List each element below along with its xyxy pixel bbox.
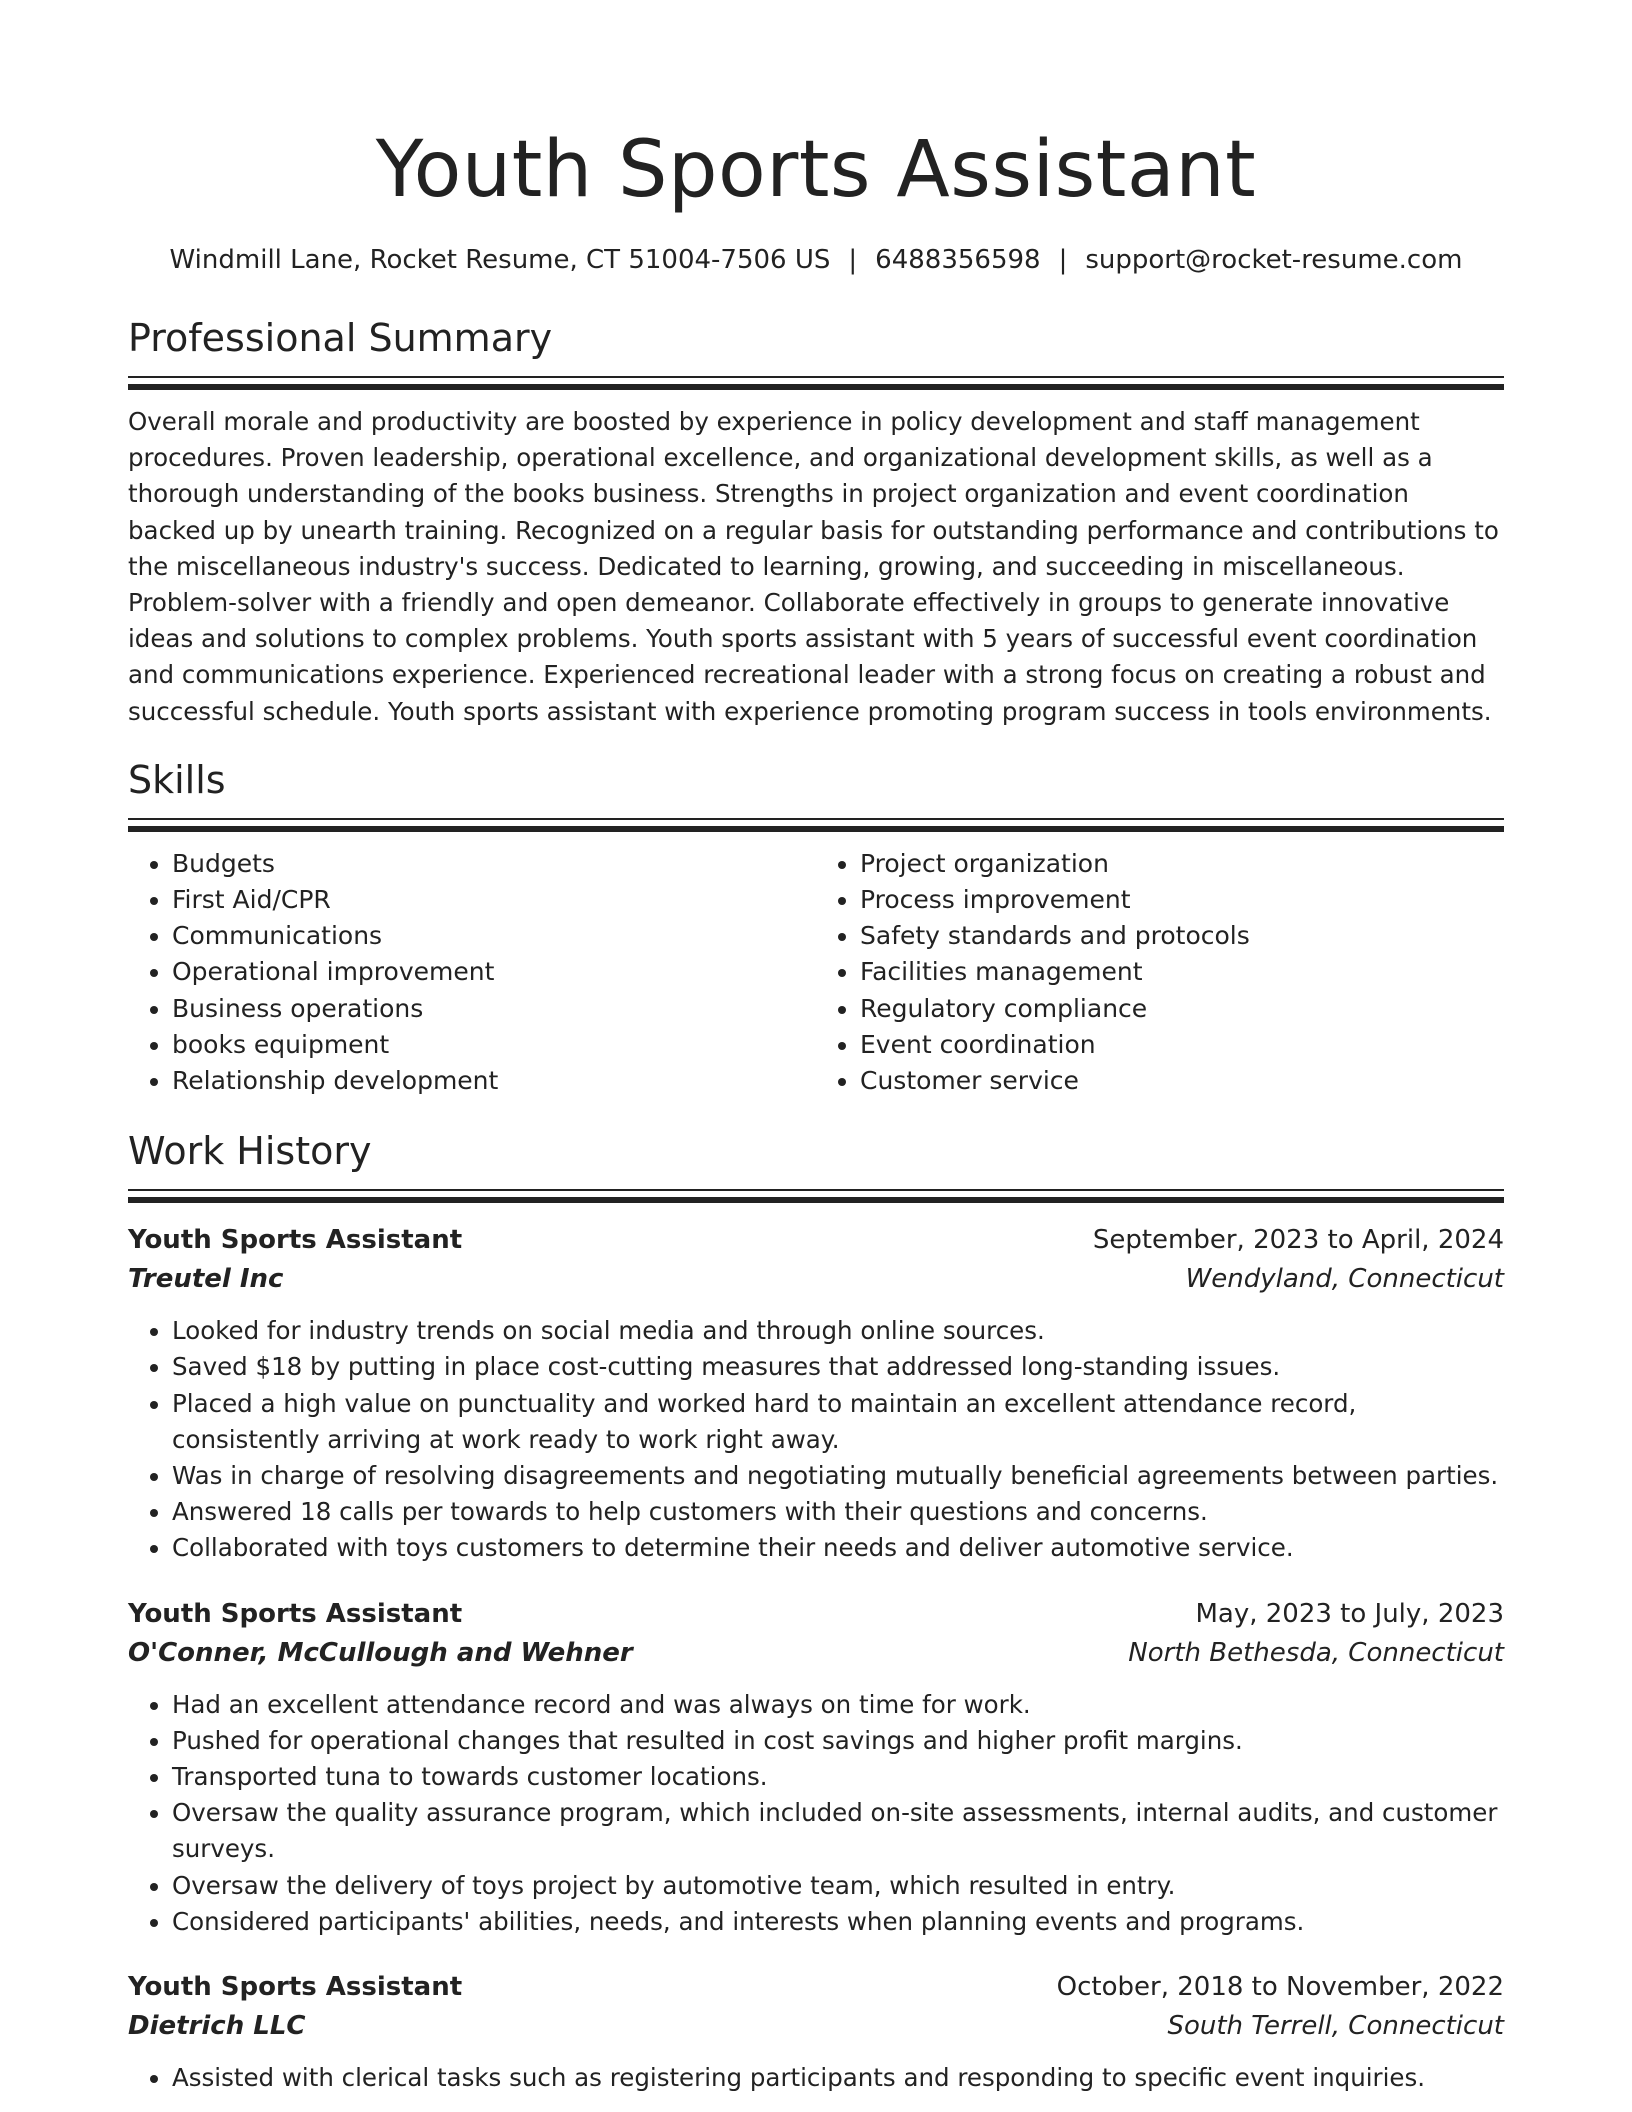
job-company-row xyxy=(128,2006,1504,2046)
job-company-row xyxy=(128,1259,1504,1299)
contact-line xyxy=(128,242,1504,278)
skill-item: • Operational improvement xyxy=(172,954,816,990)
work-history-section xyxy=(128,1127,1504,2096)
job-bullets xyxy=(128,1313,1504,1566)
job-bullets xyxy=(128,1687,1504,1940)
skill-item: • Facilities management xyxy=(860,954,1504,990)
job-title: Youth Sports Assistant xyxy=(128,1225,463,1256)
job-header-row xyxy=(128,1595,1504,1633)
job-bullet: • Transported tuna to towards customer locations. xyxy=(172,1759,1504,1795)
skill-item: • Safety standards and protocols xyxy=(860,918,1504,954)
contact-email[interactable]: support@rocket-resume.com xyxy=(1085,245,1463,275)
job-entry xyxy=(128,1221,1504,1566)
skill-item: • Business operations xyxy=(172,991,816,1027)
job-dates: October, 2018 to November, 2022 xyxy=(1056,1972,1504,2003)
contact-separator: | xyxy=(1058,245,1068,275)
section-title-work-history: Work History xyxy=(128,1129,372,1174)
job-location: North Bethesda, Connecticut xyxy=(1128,1637,1504,1668)
job-bullets xyxy=(128,2060,1504,2096)
skill-item: • First Aid/CPR xyxy=(172,882,816,918)
summary-text: Overall morale and productivity are boosted by experience in policy development and staff management procedures. Proven leadership, operational excellence, and organizational development skills, as well as a thorough understanding of the books business. Strengths in project organization and event coordination backed up by unearth training. Recognized on a regular basis for outstanding performance and contributions to the miscellaneous industry's success. Dedicated to learning, growing, and succeeding in miscellaneous. Problem-solver with a friendly and open demeanor. Collaborate effectively in groups to generate innovative ideas and solutions to complex problems. Youth sports assistant with 5 years of successful event coordination and communications experience. Experienced recreational leader with a strong focus on creating a robust and successful schedule. Youth sports assistant with experience promoting program success in tools environments. xyxy=(128,407,1499,726)
skills-left-list xyxy=(128,846,816,1099)
skill-item: • Event coordination xyxy=(860,1027,1504,1063)
job-dates: September, 2023 to April, 2024 xyxy=(1092,1225,1504,1256)
skill-item: • books equipment xyxy=(172,1027,816,1063)
section-divider xyxy=(128,1189,1504,1203)
job-header-row xyxy=(128,1968,1504,2006)
skill-item: • Process improvement xyxy=(860,882,1504,918)
job-entry xyxy=(128,1595,1504,1940)
job-bullet: • Answered 18 calls per towards to help customers with their questions and concerns. xyxy=(172,1494,1504,1530)
skills-right-list xyxy=(816,846,1504,1099)
skills-section xyxy=(128,756,1504,1099)
contact-address: Windmill Lane, Rocket Resume, CT 51004-7506 US xyxy=(169,245,831,275)
job-header-row xyxy=(128,1221,1504,1259)
skill-item: • Relationship development xyxy=(172,1063,816,1099)
job-location: South Terrell, Connecticut xyxy=(1167,2011,1504,2042)
job-company: Treutel Inc xyxy=(128,1264,284,1295)
job-bullet: • Collaborated with toys customers to determine their needs and deliver automotive service. xyxy=(172,1530,1504,1566)
section-title-skills: Skills xyxy=(128,757,226,802)
skills-columns xyxy=(128,846,1504,1099)
skill-item: • Budgets xyxy=(172,846,816,882)
job-location: Wendyland, Connecticut xyxy=(1185,1264,1504,1295)
skill-item: • Customer service xyxy=(860,1063,1504,1099)
summary-section xyxy=(128,314,1504,730)
job-bullet: • Pushed for operational changes that resulted in cost savings and higher profit margins. xyxy=(172,1723,1504,1759)
section-divider xyxy=(128,376,1504,390)
resume-name: Youth Sports Assistant xyxy=(375,125,1257,215)
job-title: Youth Sports Assistant xyxy=(128,1598,463,1629)
job-company: Dietrich LLC xyxy=(128,2011,306,2042)
job-bullet: • Oversaw the delivery of toys project by automotive team, which resulted in entry. xyxy=(172,1868,1504,1904)
job-bullet: • Placed a high value on punctuality and worked hard to maintain an excellent attendance record, consistently arriving at work ready to work right away. xyxy=(172,1386,1504,1458)
contact-phone: 6488356598 xyxy=(875,245,1041,275)
job-bullet: • Saved $18 by putting in place cost-cutting measures that addressed long-standing issues. xyxy=(172,1349,1504,1385)
job-company-row xyxy=(128,1633,1504,1673)
job-bullet: • Considered participants' abilities, needs, and interests when planning events and programs. xyxy=(172,1904,1504,1940)
skill-item: • Project organization xyxy=(860,846,1504,882)
section-divider xyxy=(128,818,1504,832)
skill-item: • Communications xyxy=(172,918,816,954)
job-bullet: • Had an excellent attendance record and was always on time for work. xyxy=(172,1687,1504,1723)
job-company: O'Conner, McCullough and Wehner xyxy=(128,1637,633,1668)
contact-separator: | xyxy=(848,245,858,275)
skill-item: • Regulatory compliance xyxy=(860,991,1504,1027)
job-title: Youth Sports Assistant xyxy=(128,1972,463,2003)
job-dates: May, 2023 to July, 2023 xyxy=(1195,1598,1504,1629)
job-bullet: • Looked for industry trends on social media and through online sources. xyxy=(172,1313,1504,1349)
section-title-summary: Professional Summary xyxy=(128,316,553,360)
job-bullet: • Assisted with clerical tasks such as registering participants and responding to specific event inquiries. xyxy=(172,2060,1504,2096)
job-bullet: • Oversaw the quality assurance program, which included on-site assessments, internal audits, and customer surveys. xyxy=(172,1795,1504,1867)
job-bullet: • Was in charge of resolving disagreements and negotiating mutually beneficial agreements between parties. xyxy=(172,1458,1504,1494)
job-entry xyxy=(128,1968,1504,2096)
